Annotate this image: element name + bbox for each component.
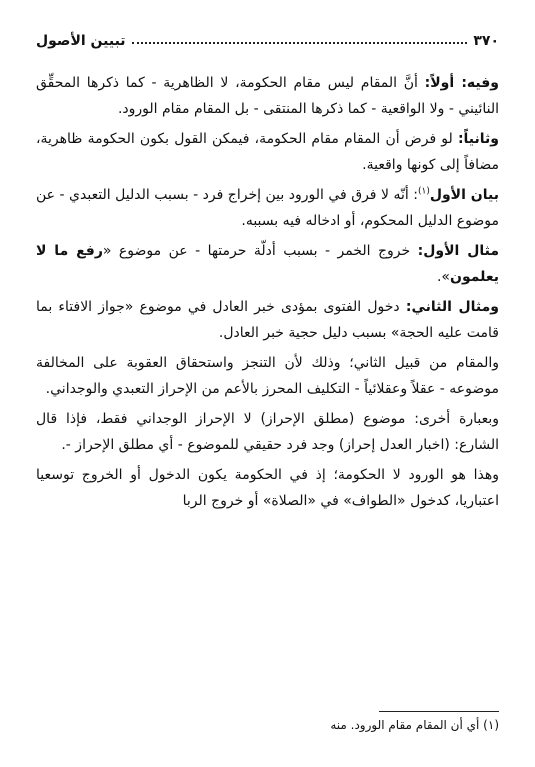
paragraph-text: وبعبارة أخرى: موضوع (مطلق الإحراز) لا الإحراز الوجداني فقط، فإذا قال الشارع: (اخبار العدل إحراز) وجد فرد حقيقي للموضوع - أي مطلق الإحراز -. <box>36 411 499 453</box>
paragraph-text: والمقام من قبيل الثاني؛ وذلك لأن التنجز واستحقاق العقوبة على المخالفة موضوعه - عقلاً وعقلائياً - التكليف المحرز بالأعم من الإحراز التعبدي والوجداني. <box>36 355 499 397</box>
paragraph-text: لو فرض أن المقام مقام الحكومة، فيمكن القول بكون الحكومة ظاهرية، مضافاً إلى كونها واقعية. <box>36 131 499 173</box>
paragraph <box>36 406 499 458</box>
paragraph-lead: وفيه: أولاً: <box>424 75 499 91</box>
page-body <box>36 70 499 518</box>
paragraph <box>36 70 499 122</box>
header-dotted-leader <box>132 42 468 44</box>
paragraph-text: دخول الفتوى بمؤدى خبر العادل في موضوع «جواز الافتاء بما قامت عليه الحجة» بسبب دليل حجية خبر العادل. <box>36 299 499 341</box>
paragraph <box>36 462 499 514</box>
paragraph <box>36 126 499 178</box>
quoted-phrase: رفع ما لا يعلمون <box>36 243 499 285</box>
paragraph-text: وهذا هو الورود لا الحكومة؛ إذ في الحكومة يكون الدخول أو الخروج توسعيا اعتباريا، كدخول «الطواف» في «الصلاة» أو خروج الربا <box>36 467 499 509</box>
paragraph <box>36 182 499 234</box>
paragraph <box>36 294 499 346</box>
running-header <box>36 30 499 52</box>
footnote-marker: (١) <box>417 186 430 197</box>
paragraph-lead: وثانياً: <box>457 131 499 147</box>
footnote-separator <box>379 711 499 712</box>
page-number: ٣٧٠ <box>473 33 499 49</box>
paragraph-text: خروج الخمر - بسبب أدلّة حرمتها - عن موضوع « <box>102 243 418 259</box>
paragraph <box>36 350 499 402</box>
paragraph-text-end: ». <box>436 269 450 285</box>
paragraph-text: : أنّه لا فرق في الورود بين إخراج فرد - بسبب الدليل التعبدي - عن موضوع الدليل المحكوم، أو ادخاله فيه بسببه. <box>36 187 499 229</box>
book-title: تبيين الأصول <box>36 33 126 49</box>
paragraph <box>36 238 499 290</box>
paragraph-lead: بيان الأول <box>429 187 499 203</box>
paragraph-text: أنَّ المقام ليس مقام الحكومة، لا الظاهرية - كما ذكرها المحقِّق النائيني - ولا الواقعية - كما ذكرها المنتقى - بل المقام مقام الورود. <box>36 75 499 117</box>
footnote: (١) أي أن المقام مقام الورود. منه <box>330 718 499 732</box>
paragraph-lead: مثال الأول: <box>417 243 499 259</box>
paragraph-lead: ومثال الثاني: <box>405 299 499 315</box>
